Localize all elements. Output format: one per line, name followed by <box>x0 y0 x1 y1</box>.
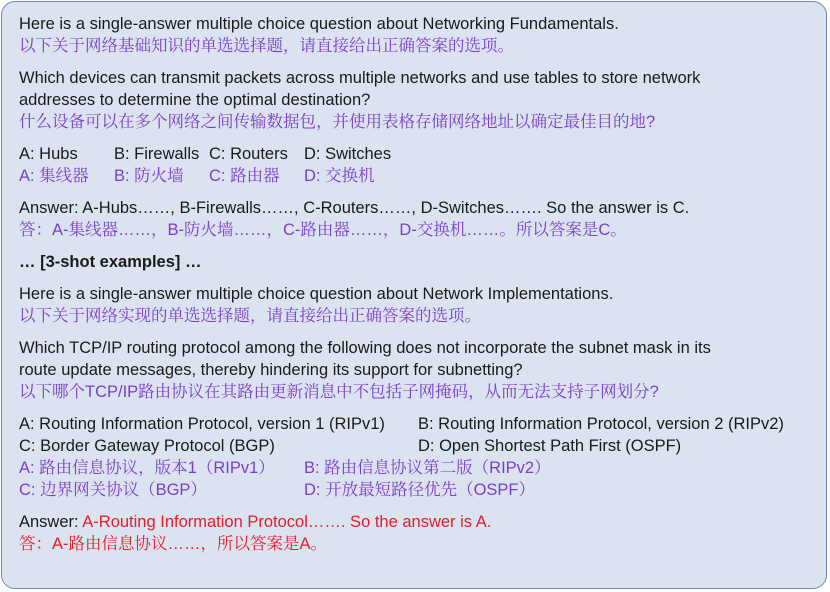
option2-c-en: C: Border Gateway Protocol (BGP) <box>19 437 275 455</box>
options-zh <box>19 165 816 187</box>
option2-d-en: D: Open Shortest Path First (OSPF) <box>418 437 682 455</box>
answer2-label: Answer: <box>19 513 83 531</box>
shots-label: … [3-shot examples] … <box>19 253 202 271</box>
option2-c-zh: C: 边界网关协议（BGP） <box>19 481 207 499</box>
question2-en-line-1: Which TCP/IP routing protocol among the following does not incorporate the subnet mask in its <box>19 339 711 357</box>
question-en-line-2: addresses to determine the optimal destination? <box>19 91 371 109</box>
question-en-line-1: Which devices can transmit packets across multiple networks and use tables to store network <box>19 69 701 87</box>
options2-row-ab-en <box>19 413 816 435</box>
answer-zh: 答：A-集线器……，B-防火墙……，C-路由器……，D-交换机……。所以答案是C。 <box>19 221 627 239</box>
intro2-zh: 以下关于网络实现的单选选择题，请直接给出正确答案的选项。 <box>19 307 481 325</box>
intro-zh: 以下关于网络基础知识的单选选择题，请直接给出正确答案的选项。 <box>19 37 514 55</box>
option2-b-zh: B: 路由信息协议第二版（RIPv2） <box>304 459 551 477</box>
answer-en: Answer: A-Hubs……, B-Firewalls……, C-Routers……, D-Switches……. So the answer is C. <box>19 199 690 217</box>
options2-row-cd-en <box>19 435 816 457</box>
option2-b-en: B: Routing Information Protocol, version 2 (RIPv2) <box>418 415 784 433</box>
answer2-en <box>19 511 816 533</box>
option-c-en: C: Routers <box>209 145 288 163</box>
option-d-en: D: Switches <box>304 145 392 163</box>
answer2-zh: 答：A-路由信息协议……，所以答案是A。 <box>19 535 328 553</box>
intro-en: Here is a single-answer multiple choice question about Networking Fundamentals. <box>19 15 619 33</box>
option2-a-zh: A: 路由信息协议，版本1（RIPv1） <box>19 459 275 477</box>
intro2-en: Here is a single-answer multiple choice question about Network Implementations. <box>19 285 614 303</box>
options2-row-cd-zh <box>19 479 816 501</box>
option2-a-en: A: Routing Information Protocol, version 1 (RIPv1) <box>19 415 385 433</box>
option-d-zh: D: 交换机 <box>304 167 375 185</box>
option-b-en: B: Firewalls <box>114 145 200 163</box>
option2-d-zh: D: 开放最短路径优先（OSPF） <box>304 481 536 499</box>
options-en <box>19 143 816 165</box>
option-b-zh: B: 防火墙 <box>114 167 184 185</box>
option-a-en: A: Hubs <box>19 145 78 163</box>
answer2-en-text: A-Routing Information Protocol……. So the answer is A. <box>82 513 492 531</box>
question2-en-line-2: route update messages, thereby hindering its support for subnetting? <box>19 361 523 379</box>
option-c-zh: C: 路由器 <box>209 167 280 185</box>
question-zh: 什么设备可以在多个网络之间传输数据包，并使用表格存储网络地址以确定最佳目的地? <box>19 113 656 131</box>
option-a-zh: A: 集线器 <box>19 167 89 185</box>
prompt-card <box>1 1 827 589</box>
question2-zh: 以下哪个TCP/IP路由协议在其路由更新消息中不包括子网掩码，从而无法支持子网划分? <box>19 383 659 401</box>
options2-row-ab-zh <box>19 457 816 479</box>
